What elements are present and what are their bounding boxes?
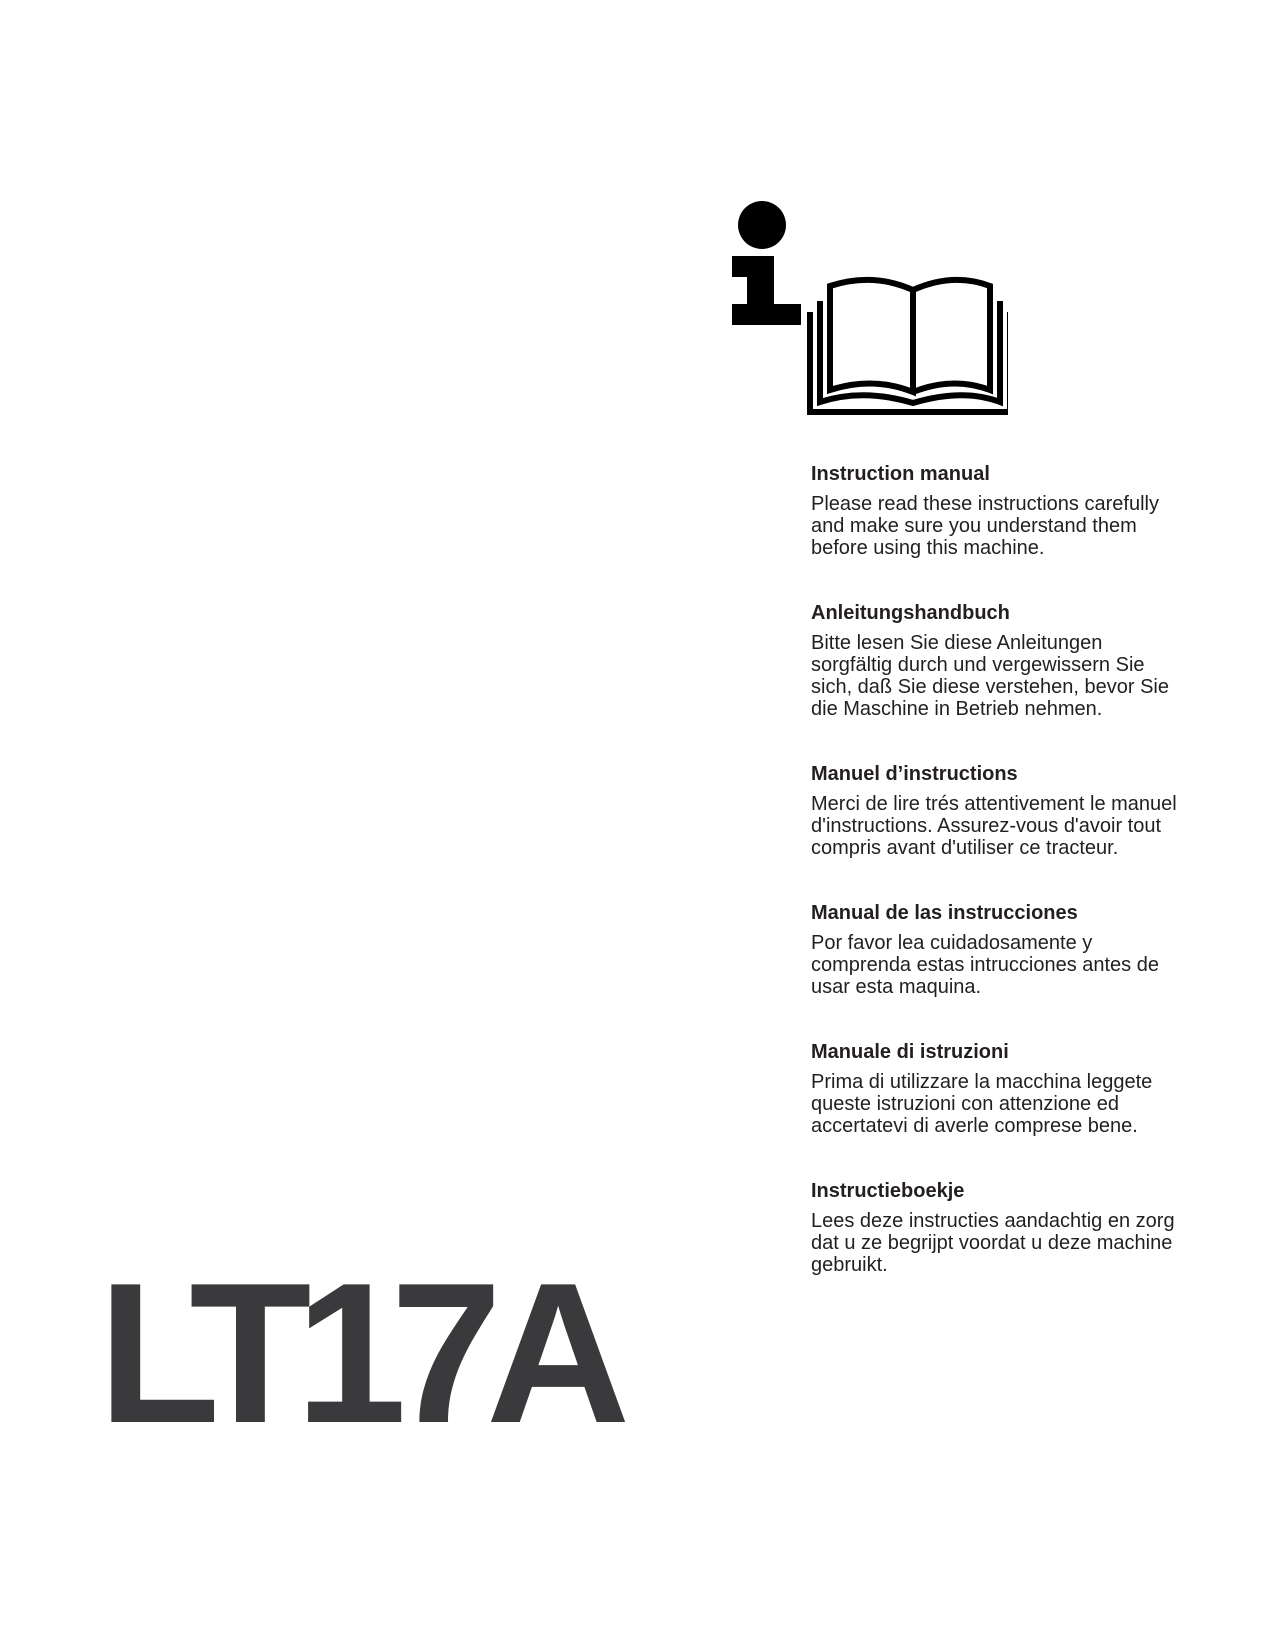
section-title: Manuale di istruzioni <box>811 1041 1009 1063</box>
section-body: Lees deze instructies aandachtig en zorg dat u ze begrijpt voordat u deze machine gebruikt. <box>811 1210 1175 1276</box>
section-dutch <box>811 1179 1211 1276</box>
info-dot <box>738 201 786 249</box>
section-title: Instructieboekje <box>811 1180 965 1202</box>
section-body: Prima di utilizzare la macchina leggete queste istruzioni con attenzione ed accertatevi di averle comprese bene. <box>811 1071 1153 1137</box>
section-english <box>811 462 1211 559</box>
section-title: Instruction manual <box>811 463 990 485</box>
info-stem <box>732 256 801 325</box>
section-body: Please read these instructions carefully and make sure you understand them before using this machine. <box>811 493 1159 559</box>
section-title: Manual de las instrucciones <box>811 902 1078 924</box>
section-french <box>811 762 1211 859</box>
section-spanish <box>811 901 1211 998</box>
instruction-sections <box>811 462 1211 1318</box>
section-body: Por favor lea cuidadosamente y comprenda estas intrucciones antes de usar esta maquina. <box>811 932 1159 998</box>
book-icon <box>810 280 1008 412</box>
section-title: Manuel d’instructions <box>811 763 1018 785</box>
section-title: Anleitungshandbuch <box>811 602 1010 624</box>
model-name: LT17A <box>98 1242 615 1465</box>
section-body: Merci de lire trés attentivement le manuel d'instructions. Assurez-vous d'avoir tout compris avant d'utiliser ce tracteur. <box>811 793 1177 859</box>
section-italian <box>811 1040 1211 1137</box>
info-book-icon <box>728 200 1008 422</box>
section-body: Bitte lesen Sie diese Anleitungen sorgfältig durch und vergewissern Sie sich, daß Sie diese verstehen, bevor Sie die Maschine in Betrieb nehmen. <box>811 632 1169 720</box>
section-german <box>811 601 1211 720</box>
